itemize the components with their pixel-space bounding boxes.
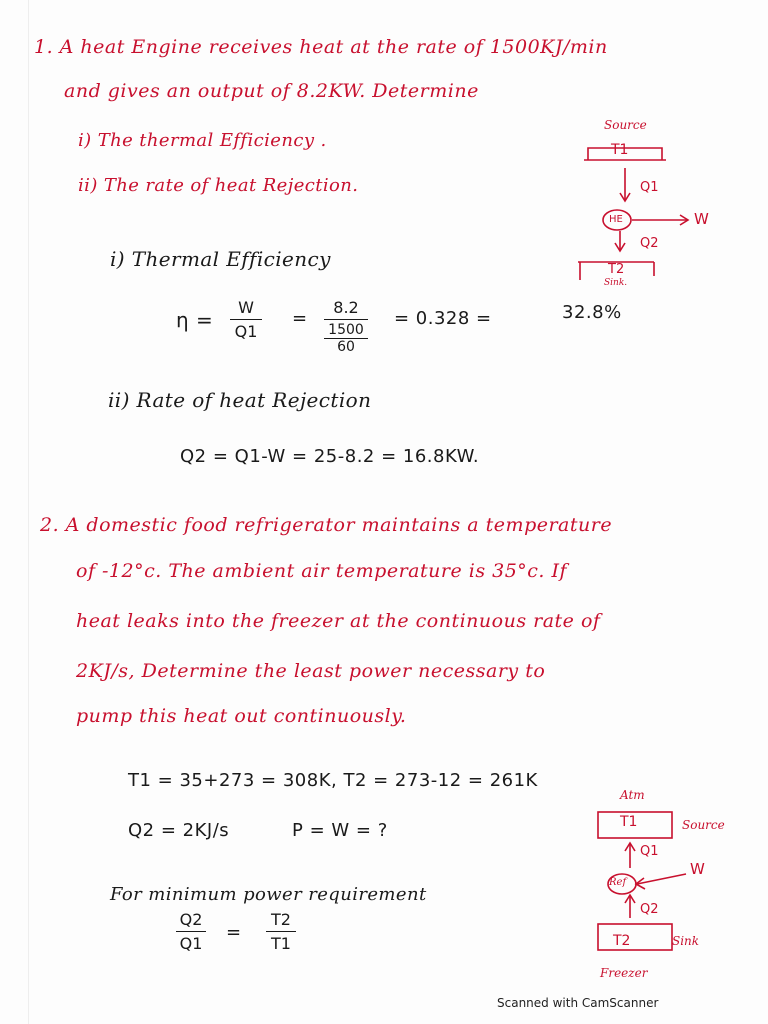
problem2-line1: 2. A domestic food refrigerator maintains a temperature — [40, 514, 613, 536]
diagram2-w-label: W — [690, 860, 705, 878]
solution-ii-heading: ii) Rate of heat Rejection — [108, 388, 372, 412]
diagram1-q2-label: Q2 — [640, 236, 659, 251]
fraction-t1-denominator: T1 — [271, 934, 291, 953]
fraction-1500: 1500 — [324, 322, 368, 339]
diagram2-atm-label: Atm — [620, 788, 645, 802]
eta-result: = 0.328 = — [394, 308, 492, 329]
w-input-line — [637, 874, 686, 884]
fraction-q2-over-q1 — [176, 910, 206, 953]
temperatures-equation: T1 = 35+273 = 308K, T2 = 273-12 = 261K — [128, 770, 538, 791]
diagram1-t1-label: T1 — [611, 142, 629, 158]
equals-sign-2: = — [226, 922, 242, 943]
refrigerator-circle — [608, 874, 636, 894]
problem1-line2: and gives an output of 8.2KW. Determine — [64, 80, 479, 102]
problem2-line5: pump this heat out continuously. — [76, 705, 407, 727]
diagram2-q1-label: Q1 — [640, 844, 659, 859]
problem1-line1: 1. A heat Engine receives heat at the rate of 1500KJ/min — [34, 36, 608, 58]
problem2-line2: of -12°c. The ambient air temperature is 35°c. If — [76, 560, 568, 582]
problem2-line4: 2KJ/s, Determine the least power necessary to — [76, 660, 546, 682]
diagram2-sink-label: Sink — [672, 934, 700, 948]
page-margin-line — [28, 0, 29, 1024]
sink-reservoir-box — [578, 262, 654, 280]
source-reservoir-box — [584, 148, 666, 160]
eta-percent: 32.8% — [562, 302, 622, 323]
scanner-footer: Scanned with CamScanner — [497, 996, 659, 1010]
equals-sign-1: = — [292, 308, 308, 329]
problem1-part-ii: ii) The rate of heat Rejection. — [78, 175, 359, 196]
freezer-reservoir-box — [598, 924, 672, 950]
fraction-q1-denominator: Q1 — [234, 322, 258, 341]
diagram1-q1-label: Q1 — [640, 180, 659, 195]
diagram1-w-label: W — [694, 210, 709, 228]
diagram1-sink-label: Sink. — [604, 278, 628, 288]
fraction-t2-numerator: T2 — [266, 910, 296, 932]
fraction-t2-over-t1 — [266, 910, 296, 953]
fraction-w-over-q1 — [230, 298, 262, 341]
diagram1-engine-label: HE — [609, 214, 623, 225]
diagram2-q2-label: Q2 — [640, 902, 659, 917]
fraction-w-numerator: W — [230, 298, 262, 320]
problem2-line3: heat leaks into the freezer at the continuous rate of — [76, 610, 601, 632]
fraction-q1-denominator-2: Q1 — [179, 934, 203, 953]
refrigerator-diagram — [580, 800, 700, 970]
engine-circle — [603, 210, 631, 230]
power-equation: P = W = ? — [292, 820, 388, 841]
solution-i-heading: i) Thermal Efficiency — [110, 247, 331, 271]
q2-calculation: Q2 = Q1-W = 25-8.2 = 16.8KW. — [180, 446, 480, 467]
diagram1-source-label: Source — [604, 118, 647, 132]
diagram2-ref-label: Ref — [609, 877, 627, 888]
diagram2-t1-label: T1 — [620, 814, 638, 830]
fraction-q2-numerator: Q2 — [176, 910, 206, 932]
diagram1-t2-label: T2 — [608, 262, 625, 277]
fraction-8-2-over-rate — [324, 298, 368, 355]
diagram2-source-label: Source — [682, 818, 725, 832]
heat-engine-diagram — [570, 130, 730, 300]
q2-given: Q2 = 2KJ/s — [128, 820, 230, 841]
eta-lhs: η = — [176, 308, 214, 332]
fraction-8-2-numerator: 8.2 — [324, 298, 368, 320]
min-power-text: For minimum power requirement — [110, 884, 427, 905]
diagram2-freezer-label: Freezer — [600, 966, 648, 980]
problem1-part-i: i) The thermal Efficiency . — [78, 130, 327, 151]
fraction-1500-denominator — [324, 320, 368, 355]
atm-reservoir-box — [598, 812, 672, 838]
fraction-60: 60 — [337, 339, 355, 355]
diagram2-t2-label: T2 — [613, 933, 631, 949]
